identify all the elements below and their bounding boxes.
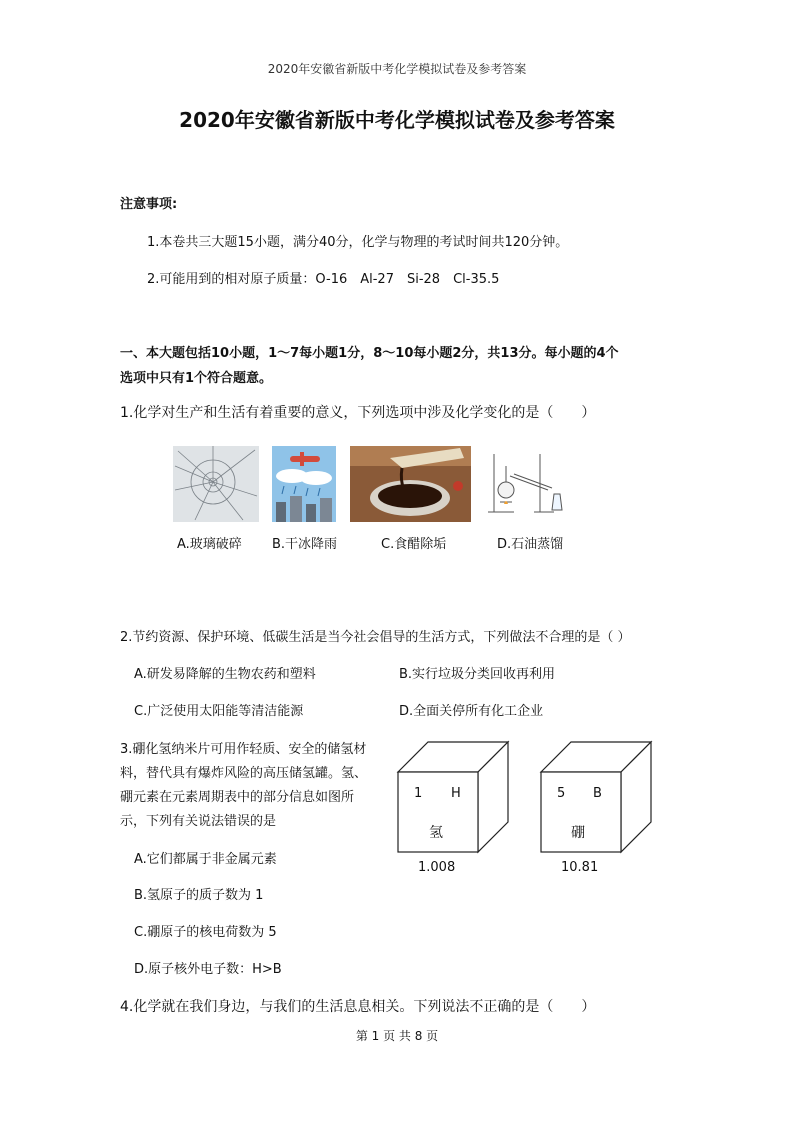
page-header: 2020年安徽省新版中考化学模拟试卷及参考答案 bbox=[267, 62, 527, 76]
question-1-option-c: C.食醋除垢 bbox=[381, 537, 447, 552]
hydrogen-atomic-number: 1 bbox=[414, 786, 423, 801]
question-3-stem-line-2: 料，替代具有爆炸风险的高压储氢罐。氢、 bbox=[120, 766, 368, 781]
question-3-stem-line-3: 硼元素在元素周期表中的部分信息如图所 bbox=[120, 790, 355, 805]
notice-item-1: 1.本卷共三大题15小题，满分40分，化学与物理的考试时间共120分钟。 bbox=[147, 235, 569, 250]
question-2-option-d: D.全面关停所有化工企业 bbox=[399, 704, 544, 719]
page-footer: 第 1 页 共 8 页 bbox=[355, 1029, 439, 1043]
question-3-option-a: A.它们都属于非金属元素 bbox=[134, 852, 277, 867]
dry-ice-rain-image bbox=[272, 446, 336, 522]
question-1-option-b: B.干冰降雨 bbox=[272, 537, 338, 552]
vinegar-image bbox=[350, 446, 471, 522]
question-2-option-b: B.实行垃圾分类回收再利用 bbox=[399, 667, 556, 682]
question-2-stem: 2.节约资源、保护环境、低碳生活是当今社会倡导的生活方式，下列做法不合理的是（ ） bbox=[120, 630, 631, 645]
question-3-stem-line-1: 3.硼化氢纳米片可用作轻质、安全的储氢材 bbox=[120, 742, 367, 757]
boron-atomic-mass: 10.81 bbox=[561, 860, 599, 875]
broken-glass-image bbox=[173, 446, 259, 522]
question-1-option-d: D.石油蒸馏 bbox=[497, 537, 564, 552]
question-3-option-d: D.原子核外电子数：H>B bbox=[134, 962, 282, 977]
question-2-option-c: C.广泛使用太阳能等清洁能源 bbox=[134, 704, 304, 719]
boron-atomic-number: 5 bbox=[557, 786, 566, 801]
question-1-option-a: A.玻璃破碎 bbox=[177, 537, 242, 552]
boron-element-cube bbox=[539, 740, 653, 854]
notice-item-2: 2.可能用到的相对原子质量：O-16 Al-27 Si-28 Cl-35.5 bbox=[147, 272, 500, 287]
section1-instructions-line1: 一、本大题包括10小题，1～7每小题1分，8～10每小题2分，共13分。每小题的4个 bbox=[120, 346, 619, 361]
question-1-stem: 1.化学对生产和生活有着重要的意义，下列选项中涉及化学变化的是（ ） bbox=[120, 405, 596, 421]
section1-instructions-line2: 选项中只有1个符合题意。 bbox=[120, 371, 273, 386]
hydrogen-atomic-mass: 1.008 bbox=[418, 860, 456, 875]
question-2-option-a: A.研发易降解的生物农药和塑料 bbox=[134, 667, 316, 682]
boron-symbol: B bbox=[593, 786, 602, 801]
hydrogen-symbol: H bbox=[451, 786, 461, 801]
question-4-stem: 4.化学就在我们身边，与我们的生活息息相关。下列说法不正确的是（ ） bbox=[120, 999, 596, 1015]
oil-distillation-apparatus-image bbox=[484, 446, 570, 522]
question-3-stem-line-4: 示，下列有关说法错误的是 bbox=[120, 814, 277, 829]
hydrogen-name: 氢 bbox=[429, 825, 443, 841]
notice-heading: 注意事项: bbox=[120, 197, 178, 212]
page-title: 2020年安徽省新版中考化学模拟试卷及参考答案 bbox=[179, 108, 615, 132]
question-3-option-b: B.氢原子的质子数为 1 bbox=[134, 888, 264, 903]
question-3-stem bbox=[120, 738, 367, 834]
question-3-option-c: C.硼原子的核电荷数为 5 bbox=[134, 925, 277, 940]
boron-name: 硼 bbox=[571, 825, 585, 841]
hydrogen-element-cube bbox=[396, 740, 510, 854]
